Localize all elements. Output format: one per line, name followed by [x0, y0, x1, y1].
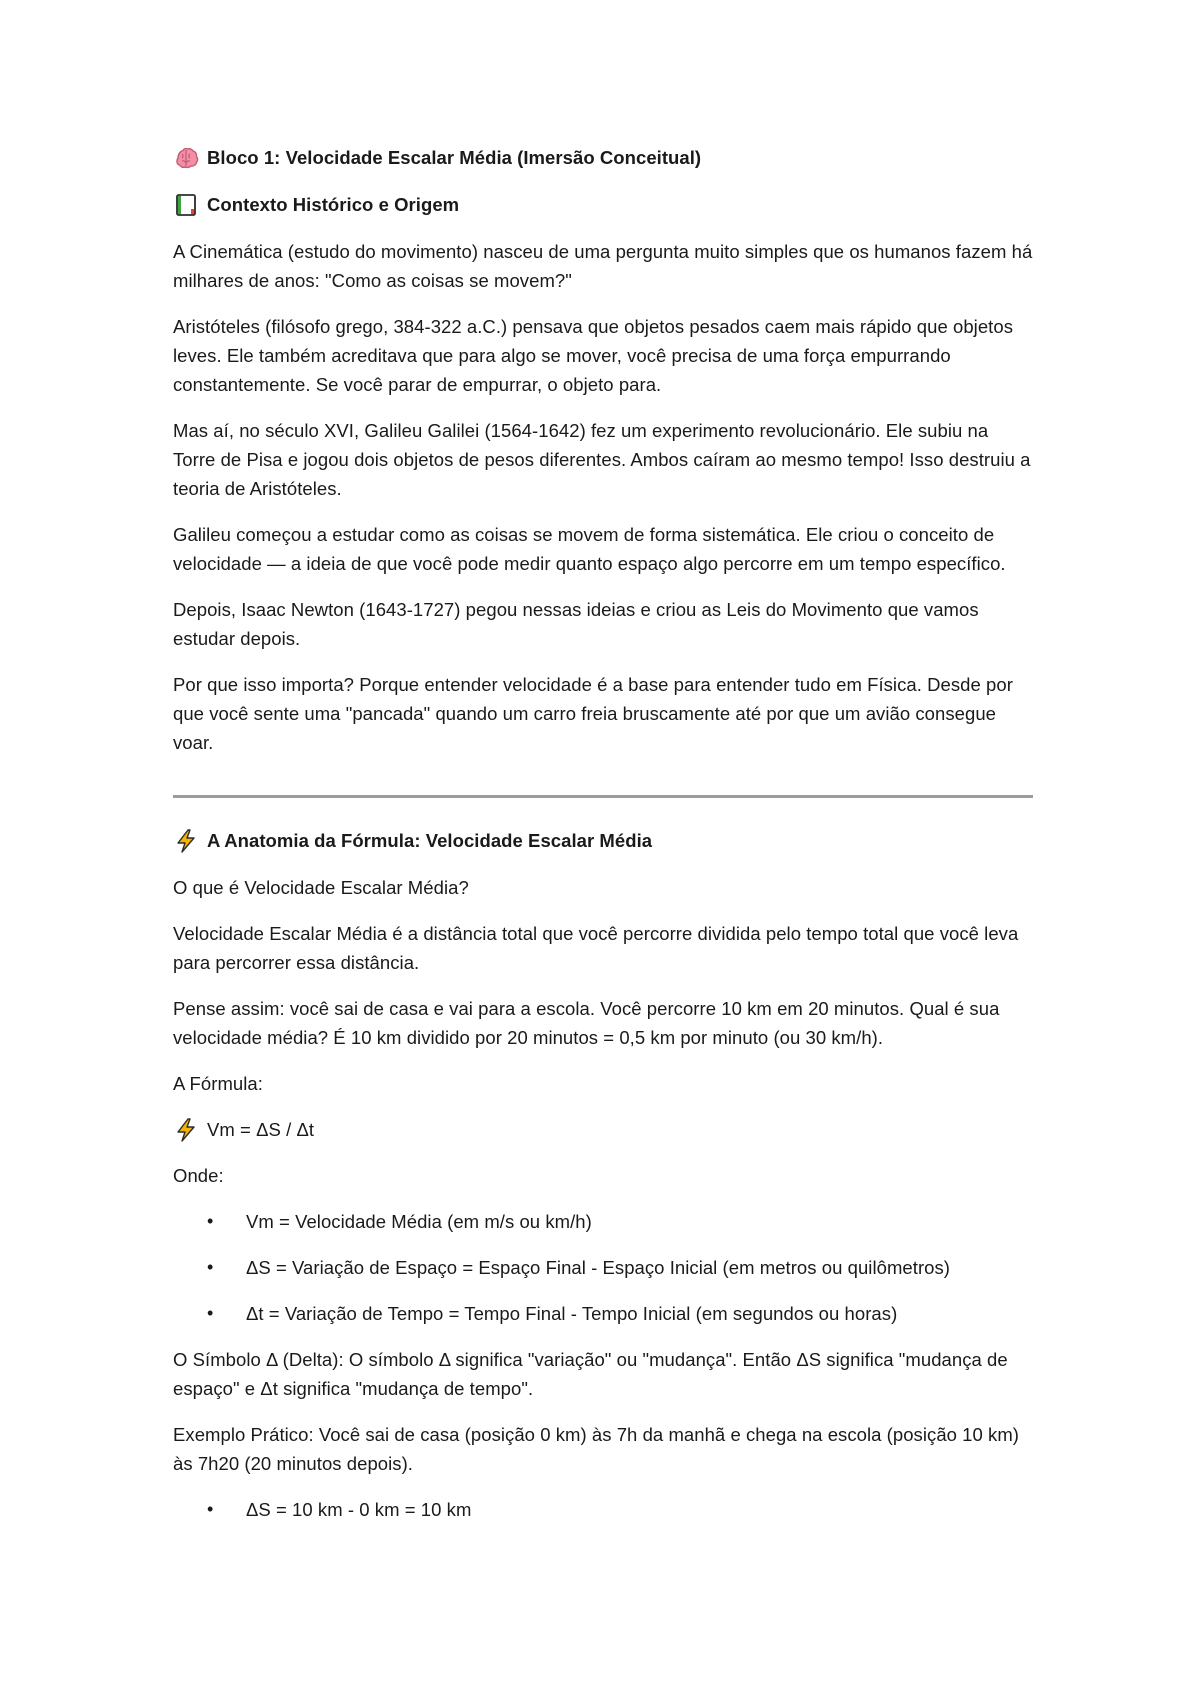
where-label: Onde: [173, 1165, 224, 1186]
list-item-text: ΔS = Variação de Espaço = Espaço Final - Espaço Inicial (em metros ou quilômetros) [246, 1257, 951, 1278]
bullet: • [207, 1211, 214, 1231]
list-item [173, 1207, 1033, 1236]
paragraph: Depois, Isaac Newton (1643-1727) pegou nessas ideias e criou as Leis do Movimento que vamos estudar depois. [173, 599, 979, 649]
paragraph: Aristóteles (filósofo grego, 384-322 a.C.) pensava que objetos pesados caem mais rápido que objetos leves. Ele também acreditava que para algo se mover, você precisa de uma força empurrando constantemente. Se você parar de empurrar, o objeto para. [173, 316, 1014, 395]
block2-title: A Anatomia da Fórmula: Velocidade Escalar Média [207, 830, 653, 851]
bullet: • [207, 1303, 214, 1323]
bullet: • [207, 1499, 214, 1519]
lightning-icon [173, 1117, 199, 1143]
list-item-text: ΔS = 10 km - 0 km = 10 km [246, 1499, 472, 1520]
lightning-icon [173, 828, 199, 854]
list-item [173, 1495, 1033, 1524]
definition-text: Velocidade Escalar Média é a distância total que você percorre dividida pelo tempo total que você leva para percorrer essa distância. [173, 923, 1019, 973]
list-item [173, 1253, 1033, 1282]
brain-icon [173, 145, 199, 171]
list-item-text: Vm = Velocidade Média (em m/s ou km/h) [246, 1211, 592, 1232]
document-content [173, 143, 1033, 1541]
delta-note-text: O Símbolo Δ (Delta): O símbolo Δ significa "variação" ou "mudança". Então ΔS significa "mudança de espaço" e Δt significa "mudança de tempo". [173, 1349, 1008, 1399]
formula-line [173, 1115, 1033, 1144]
block2-heading [173, 826, 1033, 855]
list-item [173, 1299, 1033, 1328]
question-text: O que é Velocidade Escalar Média? [173, 877, 469, 898]
paragraph: A Cinemática (estudo do movimento) nasceu de uma pergunta muito simples que os humanos fazem há milhares de anos: "Como as coisas se movem?" [173, 241, 1033, 291]
calc-list [173, 1495, 1033, 1524]
definitions-list [173, 1207, 1033, 1328]
section1-title: Contexto Histórico e Origem [207, 194, 460, 215]
bullet: • [207, 1257, 214, 1277]
paragraph: Mas aí, no século XVI, Galileu Galilei (1564-1642) fez um experimento revolucionário. Ele subiu na Torre de Pisa e jogou dois objetos de pesos diferentes. Ambos caíram ao mesmo tempo! Isso destruiu a teoria de Aristóteles. [173, 420, 1031, 499]
horizontal-divider [173, 795, 1033, 798]
practical-example-text: Exemplo Prático: Você sai de casa (posição 0 km) às 7h da manhã e chega na escola (posição 10 km) às 7h20 (20 minutos depois). [173, 1424, 1020, 1474]
block1-heading [173, 143, 1033, 172]
section1-heading [173, 190, 1033, 219]
example-intro-text: Pense assim: você sai de casa e vai para a escola. Você percorre 10 km em 20 minutos. Qual é sua velocidade média? É 10 km dividido por 20 minutos = 0,5 km por minuto (ou 30 km/h). [173, 998, 1000, 1048]
formula-text: Vm = ΔS / Δt [207, 1119, 315, 1140]
block1-title: Bloco 1: Velocidade Escalar Média (Imersão Conceitual) [207, 147, 702, 168]
paragraph: Por que isso importa? Porque entender velocidade é a base para entender tudo em Física. Desde por que você sente uma "pancada" quando um carro freia bruscamente até por que um avião consegue voar. [173, 674, 1013, 753]
formula-label: A Fórmula: [173, 1073, 263, 1094]
paragraph: Galileu começou a estudar como as coisas se movem de forma sistemática. Ele criou o conceito de velocidade — a ideia de que você pode medir quanto espaço algo percorre em um tempo específico. [173, 524, 1006, 574]
list-item-text: Δt = Variação de Tempo = Tempo Final - Tempo Inicial (em segundos ou horas) [246, 1303, 898, 1324]
book-icon [173, 192, 199, 218]
